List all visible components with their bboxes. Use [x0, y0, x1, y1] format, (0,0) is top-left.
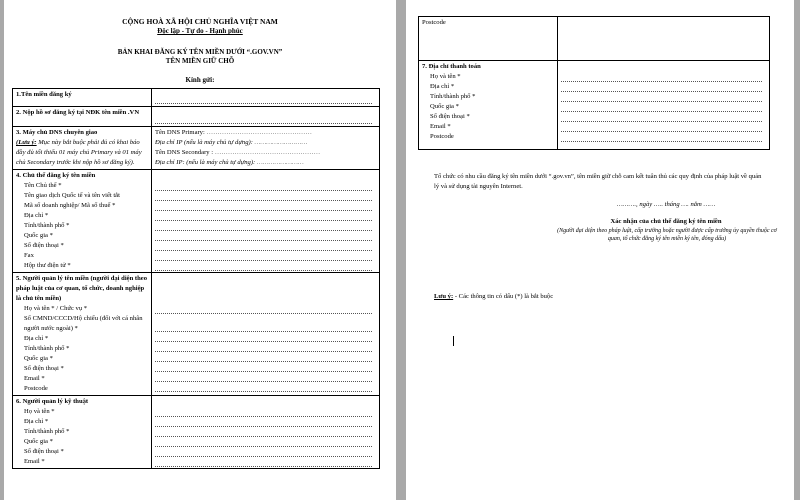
field-label: Tên giao dịch Quốc tế và tên viết tắt [24, 192, 120, 199]
dns-primary-field[interactable]: Tên DNS Primary: ………………………………………… [155, 129, 312, 136]
field-label: Tỉnh/thành phố * [430, 93, 476, 100]
confirmation-note: (Người đại diện theo pháp luật, cấp trưởng hoặc người được cấp trưởng ủy quyền thuộc cơ quan, tổ chức đăng ký tên miền ký tên, đóng dấu) [557, 228, 777, 242]
form-title: BẢN KHAI ĐĂNG KÝ TÊN MIỀN DƯỚI “.GOV.VN” [117, 48, 283, 56]
field-label: Số điện thoại * [24, 242, 64, 249]
field-label: Số CMND/CCCD/Hộ chiếu (đối với cá nhân người nước ngoài) * [24, 315, 143, 332]
field-label: Địa chỉ * [430, 83, 455, 90]
field-label: Postcode [430, 133, 454, 140]
field-label: Tỉnh/thành phố * [24, 345, 70, 352]
document-page-2 [406, 0, 794, 500]
date-line: ………., ngày ….. tháng …. năm …… [616, 201, 716, 208]
text-cursor [453, 336, 454, 346]
field-label: Họ và tên * / Chức vụ * [24, 305, 88, 312]
field-label: Tên Chủ thể * [24, 182, 62, 189]
payment-address-table [418, 60, 770, 150]
section-3-fields [152, 127, 380, 170]
field-label: Địa chỉ * [24, 418, 49, 425]
field-label: Địa chỉ * [24, 212, 49, 219]
section-4-cell [13, 170, 152, 273]
field-label: Địa chỉ * [24, 335, 49, 342]
confirmation-label: Xác nhận của chủ thể đăng ký tên miền [610, 218, 722, 225]
ip-primary-field[interactable]: Địa chỉ IP (nếu là máy chủ tự dựng): ……………………… [155, 139, 308, 146]
commitment-text: Tổ chức có nhu cầu đăng ký tên miền dưới “.gov.vn”, tên miền giữ chỗ cam kết tuân thủ các quy định của pháp luật về quản lý và sử dụng tài nguyên Internet. [434, 173, 762, 190]
field-label: Mã số doanh nghiệp/ Mã số thuế * [24, 202, 116, 209]
registration-form-table [12, 88, 380, 469]
republic-heading: CỘNG HOÀ XÃ HỘI CHỦ NGHĨA VIỆT NAM [122, 17, 278, 26]
section-7-cell [419, 61, 558, 150]
motto: Độc lập - Tự do - Hạnh phúc [157, 27, 243, 35]
required-note: Lưu ý: - Các thông tin có dấu (*) là bắt buộc [434, 293, 554, 300]
field-label: Quốc gia * [24, 355, 53, 362]
field-label: Số điện thoại * [24, 448, 64, 455]
postcode-field[interactable] [558, 17, 770, 61]
section-2-label: 2. Nộp hồ sơ đăng ký tại NĐK tên miền .VN [13, 107, 152, 127]
form-subtitle: TÊN MIỀN GIỮ CHỖ [165, 57, 235, 65]
section-3-cell [13, 127, 152, 170]
section-2-field[interactable] [152, 107, 380, 127]
section-3-label: 3. Máy chủ DNS chuyên giao [16, 129, 98, 136]
field-label: Họ và tên * [430, 73, 461, 80]
field-label: Tỉnh/thành phố * [24, 222, 70, 229]
section-5-cell [13, 273, 152, 396]
field-label: Email * [24, 375, 45, 382]
document-page-1 [4, 0, 396, 500]
section-7-fields[interactable] [558, 61, 770, 150]
field-label: Số điện thoại * [430, 113, 470, 120]
section-4-label: 4. Chủ thể đăng ký tên miền [16, 172, 96, 179]
section-6-cell [13, 396, 152, 469]
field-label: Số điện thoại * [24, 365, 64, 372]
dns-secondary-field[interactable]: Tên DNS Secondary : ………………………………………… [155, 149, 321, 156]
field-label: Email * [430, 123, 451, 130]
field-label: Email * [24, 458, 45, 465]
postcode-table [418, 16, 770, 61]
field-label: Tỉnh/thành phố * [24, 428, 70, 435]
field-label: Hộp thư điện tử * [24, 262, 71, 269]
section-5-label: 5. Người quản lý tên miền (người đại diện theo pháp luật của cơ quan, tổ chức, doanh nghiệp là chủ tên miền) [16, 275, 147, 302]
field-label: Quốc gia * [24, 232, 53, 239]
section-1-field[interactable] [152, 89, 380, 107]
section-1-label: 1.Tên miền đăng ký [13, 89, 152, 107]
section-7-label: 7. Địa chỉ thanh toán [422, 63, 481, 70]
recipient-label: Kính gửi: [185, 76, 215, 84]
field-label: Fax [24, 252, 34, 259]
section-5-fields[interactable] [152, 273, 380, 396]
section-3-note: (Lưu ý: Mục này bắt buộc phải đủ có khai báo đầy đủ tối thiểu 01 máy chủ Primary và 01 máy chủ Secondary trước khi nộp hồ sơ đăng ký). [16, 139, 142, 166]
section-6-fields[interactable] [152, 396, 380, 469]
postcode-label: Postcode [419, 17, 558, 61]
field-label: Postcode [24, 385, 48, 392]
field-label: Họ và tên * [24, 408, 55, 415]
field-label: Quốc gia * [24, 438, 53, 445]
field-label: Quốc gia * [430, 103, 459, 110]
section-4-fields[interactable] [152, 170, 380, 273]
ip-secondary-field[interactable]: Địa chỉ IP: (nếu là máy chủ tự dựng): …………………… [155, 159, 304, 166]
section-6-label: 6. Người quản lý kỹ thuật [16, 398, 89, 405]
